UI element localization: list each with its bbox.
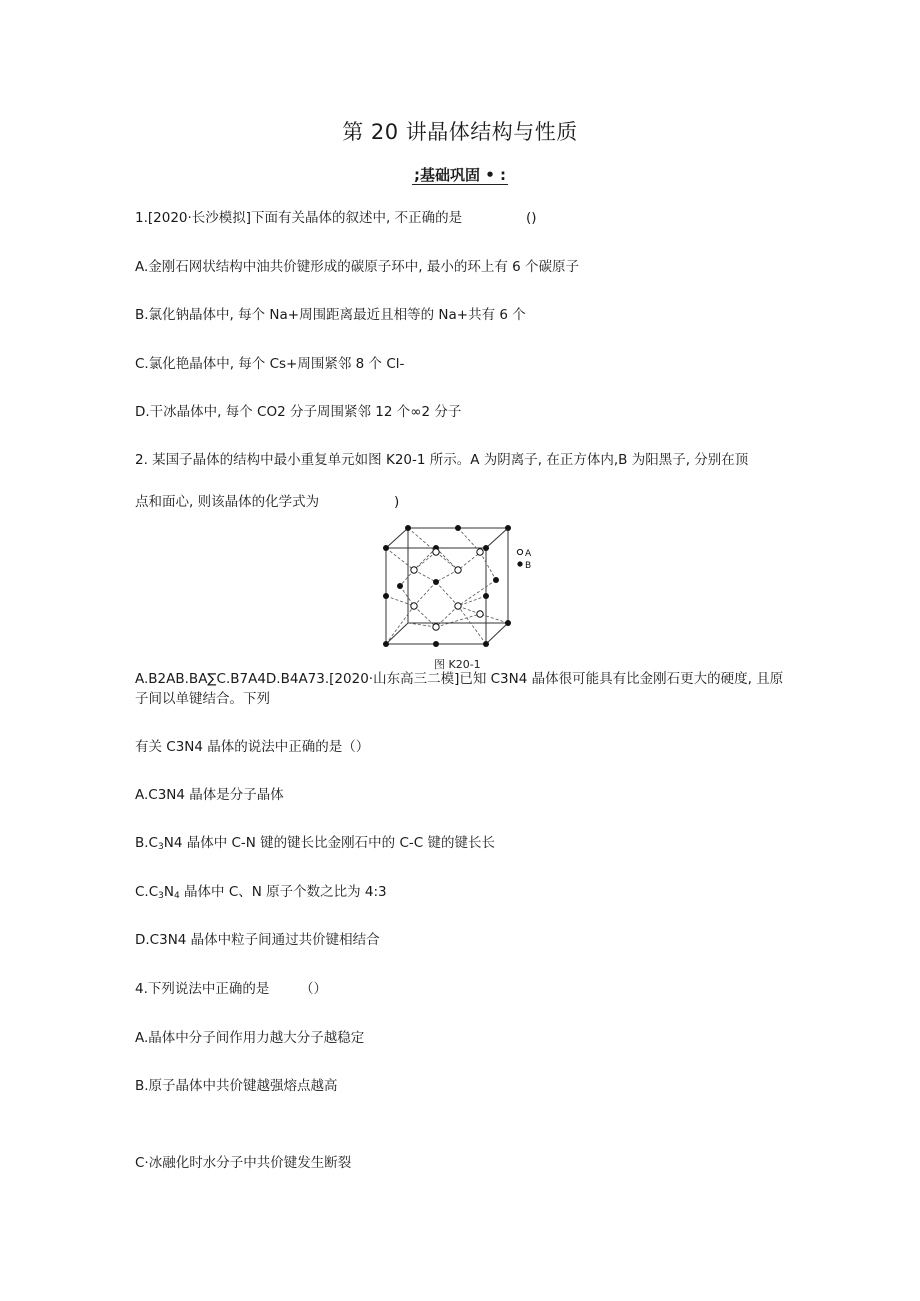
q3-stem-line3: 有关 C3N4 晶体的说法中正确的是（） (135, 739, 370, 755)
q4-option-c: C·冰融化时水分子中共价键发生断裂 (135, 1155, 352, 1171)
q3-option-a: A.C3N4 晶体是分子晶体 (135, 787, 284, 803)
q4-option-b: B.原子晶体中共价键越强熔点越高 (135, 1078, 338, 1094)
q1-option-d: D.干冰晶体中, 每个 CO2 分子周围紧邻 12 个∞2 分子 (135, 404, 462, 420)
q1-answer-bracket: () (526, 210, 537, 226)
q2-stem-line1: 2. 某国子晶体的结构中最小重复单元如图 K20-1 所示。A 为阴离子, 在正方体内,B 为阳黑子, 分别在顶 (135, 452, 749, 468)
q3-option-b: $B.C_3N4$ 晶体中 C-N 键的键长比金刚石中的 C-C 键的键长长 (135, 835, 495, 852)
q4-option-a: A.晶体中分子间作用力越大分子越稳定 (135, 1030, 365, 1046)
q2-stem-line2: 点和面心, 则该晶体的化学式为 (135, 494, 320, 510)
q2-answer-bracket: ) (394, 494, 400, 510)
figure-caption: 图 K20-1 (434, 658, 481, 671)
legend-b-marker (517, 561, 522, 566)
q3-option-c: $C.C_3N_4$ 晶体中 C、N 原子个数之比为 4:3 (135, 884, 387, 901)
q4-answer-bracket: （） (300, 981, 327, 997)
legend-b-label: B (525, 561, 532, 571)
q1-option-a: A.金刚石网状结构中油共价键形成的碳原子环中, 最小的环上有 6 个碳原子 (135, 259, 580, 275)
q1-stem: 1.[2020·长沙模拟]下面有关晶体的叙述中, 不正确的是 (135, 210, 463, 226)
page-title: 第 20 讲晶体结构与性质 (342, 120, 578, 144)
q3-stem-line1: A.B2AB.BA∑C.B7A4D.B4A73.[2020·山东高三二模]已知 C3N4 晶体很可能具有比金刚石更大的硬度, 且原 (135, 671, 784, 687)
q3-stem-line2: 子间以单键结合。下列 (135, 691, 270, 707)
section-heading: ;基础巩固 • : (413, 166, 507, 184)
q1-option-c: C.氯化艳晶体中, 每个 Cs+周围紧邻 8 个 Cl- (135, 356, 405, 372)
crystal-unit-cell-figure (376, 522, 546, 672)
q1-option-b: B.氯化钠晶体中, 每个 Na+周围距离最近且相等的 Na+共有 6 个 (135, 307, 526, 323)
q3-option-d: D.C3N4 晶体中粒子间通过共价键相结合 (135, 932, 380, 948)
q4-stem: 4.下列说法中正确的是 (135, 981, 270, 997)
legend-a-marker (517, 549, 522, 554)
legend-a-label: A (525, 549, 532, 559)
a-ions (411, 549, 483, 630)
